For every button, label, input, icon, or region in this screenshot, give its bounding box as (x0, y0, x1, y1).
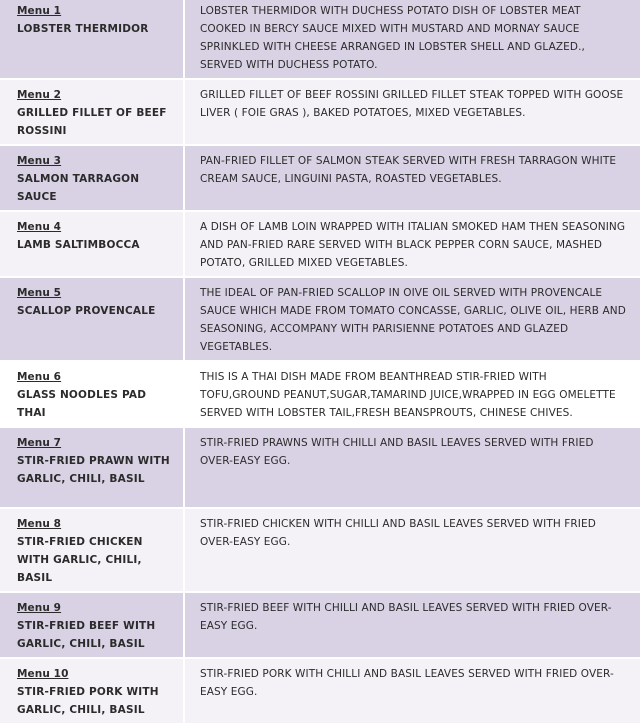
dish-name: SALMON TARRAGON SAUCE (17, 173, 140, 203)
dish-description: THE IDEAL OF PAN-FRIED SCALLOP IN OIVE OIL SERVED WITH PROVENCALE SAUCE WHICH MADE FROM TOMATO CONCASSE, GARLIC, OLIVE OIL, HERB AND SEASONING, ACCOMPANY WITH PARISIENNE POTATOES AND GLAZED VEGETABLES. (200, 287, 626, 353)
table-row (0, 145, 640, 211)
menu-name-cell (0, 211, 184, 277)
menu-number: Menu 3 (17, 155, 62, 167)
menu-description-cell (184, 277, 640, 361)
dish-name: STIR-FRIED BEEF WITH GARLIC, CHILI, BASIL (17, 620, 156, 650)
dish-name: STIR-FRIED CHICKEN WITH GARLIC, CHILI, BASIL (17, 536, 143, 584)
menu-number: Menu 1 (17, 5, 62, 17)
menu-description-cell (184, 145, 640, 211)
menu-number: Menu 5 (17, 287, 62, 299)
dish-name: GRILLED FILLET OF BEEF ROSSINI (17, 107, 167, 137)
dish-description: GRILLED FILLET OF BEEF ROSSINI GRILLED FILLET STEAK TOPPED WITH GOOSE LIVER ( FOIE GRAS ), BAKED POTATOES, MIXED VEGETABLES. (200, 89, 624, 119)
table-row (0, 277, 640, 361)
menu-description-cell (184, 361, 640, 427)
menu-number: Menu 10 (17, 668, 69, 680)
menu-name-cell (0, 592, 184, 658)
dish-name: LAMB SALTIMBOCCA (17, 239, 140, 251)
dish-name: SCALLOP PROVENCALE (17, 305, 156, 317)
table-row (0, 361, 640, 427)
menu-description-cell (184, 508, 640, 592)
dish-name: STIR-FRIED PRAWN WITH GARLIC, CHILI, BASIL (17, 455, 170, 485)
table-row (0, 211, 640, 277)
dish-name: LOBSTER THERMIDOR (17, 23, 149, 35)
menu-description-cell (184, 427, 640, 508)
menu-description-cell (184, 592, 640, 658)
dish-description: PAN-FRIED FILLET OF SALMON STEAK SERVED WITH FRESH TARRAGON WHITE CREAM SAUCE, LINGUINI PASTA, ROASTED VEGETABLES. (200, 155, 617, 185)
menu-name-cell (0, 79, 184, 145)
menu-name-cell (0, 361, 184, 427)
dish-description: STIR-FRIED PRAWNS WITH CHILLI AND BASIL LEAVES SERVED WITH FRIED OVER-EASY EGG. (200, 437, 594, 467)
table-row (0, 592, 640, 658)
table-row (0, 427, 640, 508)
menu-number: Menu 9 (17, 602, 62, 614)
menu-number: Menu 8 (17, 518, 62, 530)
menu-description-cell (184, 79, 640, 145)
dish-description: THIS IS A THAI DISH MADE FROM BEANTHREAD STIR-FRIED WITH TOFU,GROUND PEANUT,SUGAR,TAMARIND JUICE,WRAPPED IN EGG OMELETTE SERVED WITH LOBSTER TAIL,FRESH BEANSPROUTS, CHINESE CHIVES. (200, 371, 616, 419)
dish-name: STIR-FRIED PORK WITH GARLIC, CHILI, BASIL (17, 686, 159, 716)
menu-number: Menu 2 (17, 89, 62, 101)
dish-description: STIR-FRIED PORK WITH CHILLI AND BASIL LEAVES SERVED WITH FRIED OVER-EASY EGG. (200, 668, 614, 698)
table-row (0, 658, 640, 724)
dish-description: LOBSTER THERMIDOR WITH DUCHESS POTATO DISH OF LOBSTER MEAT COOKED IN BERCY SAUCE MIXED WITH MUSTARD AND MORNAY SAUCE SPRINKLED WITH CHEESE ARRANGED IN LOBSTER SHELL AND GLAZED., SERVED WITH DUCHESS POTATO. (200, 5, 585, 71)
menu-name-cell (0, 145, 184, 211)
table-row (0, 508, 640, 592)
menu-name-cell (0, 658, 184, 724)
menu-name-cell (0, 508, 184, 592)
dish-description: A DISH OF LAMB LOIN WRAPPED WITH ITALIAN SMOKED HAM THEN SEASONING AND PAN-FRIED RARE SERVED WITH BLACK PEPPER CORN SAUCE, MASHED POTATO, GRILLED MIXED VEGETABLES. (200, 221, 626, 269)
dish-name: GLASS NOODLES PAD THAI (17, 389, 147, 419)
dish-description: STIR-FRIED BEEF WITH CHILLI AND BASIL LEAVES SERVED WITH FRIED OVER-EASY EGG. (200, 602, 612, 632)
menu-number: Menu 6 (17, 371, 62, 383)
menu-description-cell (184, 658, 640, 724)
menu-number: Menu 7 (17, 437, 62, 449)
menu-name-cell (0, 277, 184, 361)
menu-description-cell (184, 0, 640, 79)
menu-description-cell (184, 211, 640, 277)
table-row (0, 79, 640, 145)
menu-name-cell (0, 0, 184, 79)
menu-name-cell (0, 427, 184, 508)
menu-number: Menu 4 (17, 221, 62, 233)
table-row (0, 0, 640, 79)
dish-description: STIR-FRIED CHICKEN WITH CHILLI AND BASIL LEAVES SERVED WITH FRIED OVER-EASY EGG. (200, 518, 596, 548)
